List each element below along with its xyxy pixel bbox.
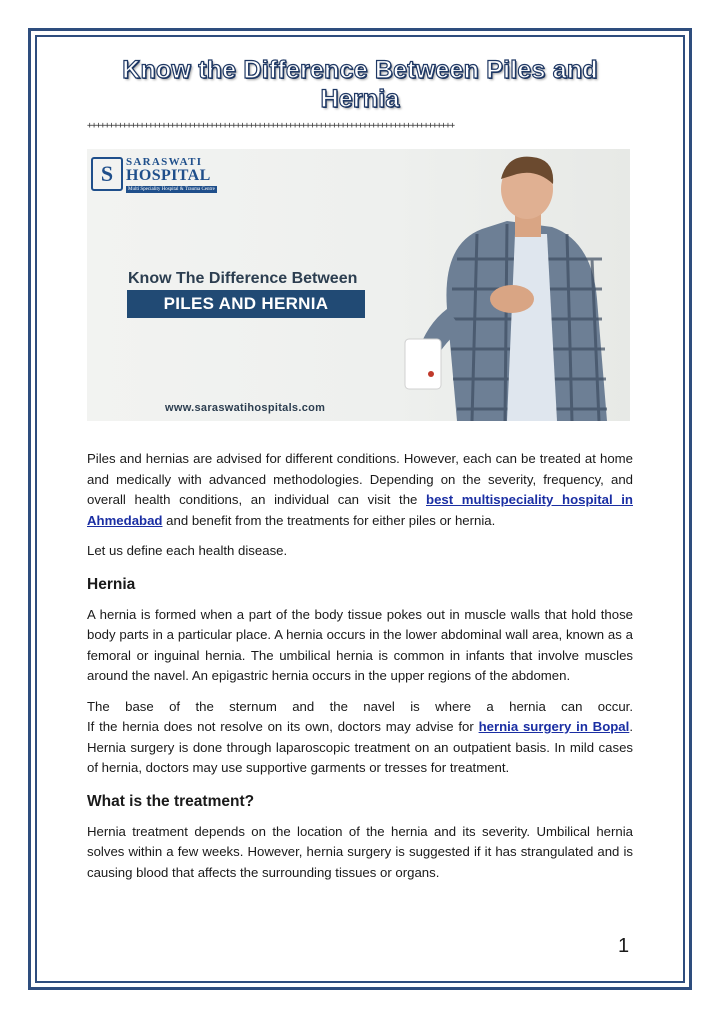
document-title: Know the Difference Between Piles and Hernia <box>122 56 598 113</box>
logo-line1: SARASWATI <box>126 156 203 168</box>
hospital-logo <box>91 157 217 193</box>
page-content <box>87 50 633 883</box>
man-in-pain-illustration <box>387 149 630 421</box>
hero-image <box>87 149 630 421</box>
hero-heading: Know The Difference Between <box>128 270 358 287</box>
intro-paragraph: Piles and hernias are advised for different conditions. However, each can be treated at home and medically with advanced methodologies. Depending on the severity, frequency, and overall health conditions, an individual can visit the best multispeciality hospital in Ahmedabad and benefit from the treatments for either piles or hernia. <box>87 451 633 528</box>
logo-line2: HOSPITAL <box>126 167 211 184</box>
treatment-heading: What is the treatment? <box>87 792 255 810</box>
define-line: Let us define each health disease. <box>87 543 288 558</box>
hernia-heading: Hernia <box>87 575 136 593</box>
logo-mark-icon: S <box>91 157 123 191</box>
hernia-paragraph-2: The base of the sternum and the navel is where a hernia can occur. If the hernia does not resolve on its own, doctors may advise for hernia surgery in Bopal. Hernia surgery is done through laparoscopic treatment on an outpatient basis. In mild cases of hernia, doctors may use supportive garments or tresses for treatment. <box>87 698 633 775</box>
hernia-surgery-link[interactable]: hernia surgery in Bopal <box>478 719 630 734</box>
treatment-paragraph: Hernia treatment depends on the location of the hernia and its severity. Umbilical hernia solves within a few weeks. However, hernia surgery is suggested if it has strangulated and is causing blood that affects the surrounding tissues or organs. <box>87 823 633 880</box>
divider-line: ++++++++++++++++++++++++++++++++++++++++++++++++++++++++++++++++++++++++++++++++++++ <box>87 121 454 131</box>
best-hospital-link[interactable]: best multispeciality hospital in Ahmedabad <box>87 492 633 528</box>
hernia-paragraph-1: A hernia is formed when a part of the body tissue pokes out in muscle walls that hold those body parts in a particular place. A hernia occurs in the lower abdominal wall area, known as a femoral or inguinal hernia. The umbilical hernia is common in infants that involve muscles around the navel. An epigastric hernia occurs in the upper regions of the abdomen. <box>87 606 633 683</box>
hero-banner: PILES AND HERNIA <box>127 290 365 318</box>
hero-url: www.saraswatihospitals.com <box>165 402 326 414</box>
page-number: 1 <box>618 935 630 957</box>
logo-tagline: Multi Speciality Hospital & Trauma Centre <box>128 187 215 192</box>
